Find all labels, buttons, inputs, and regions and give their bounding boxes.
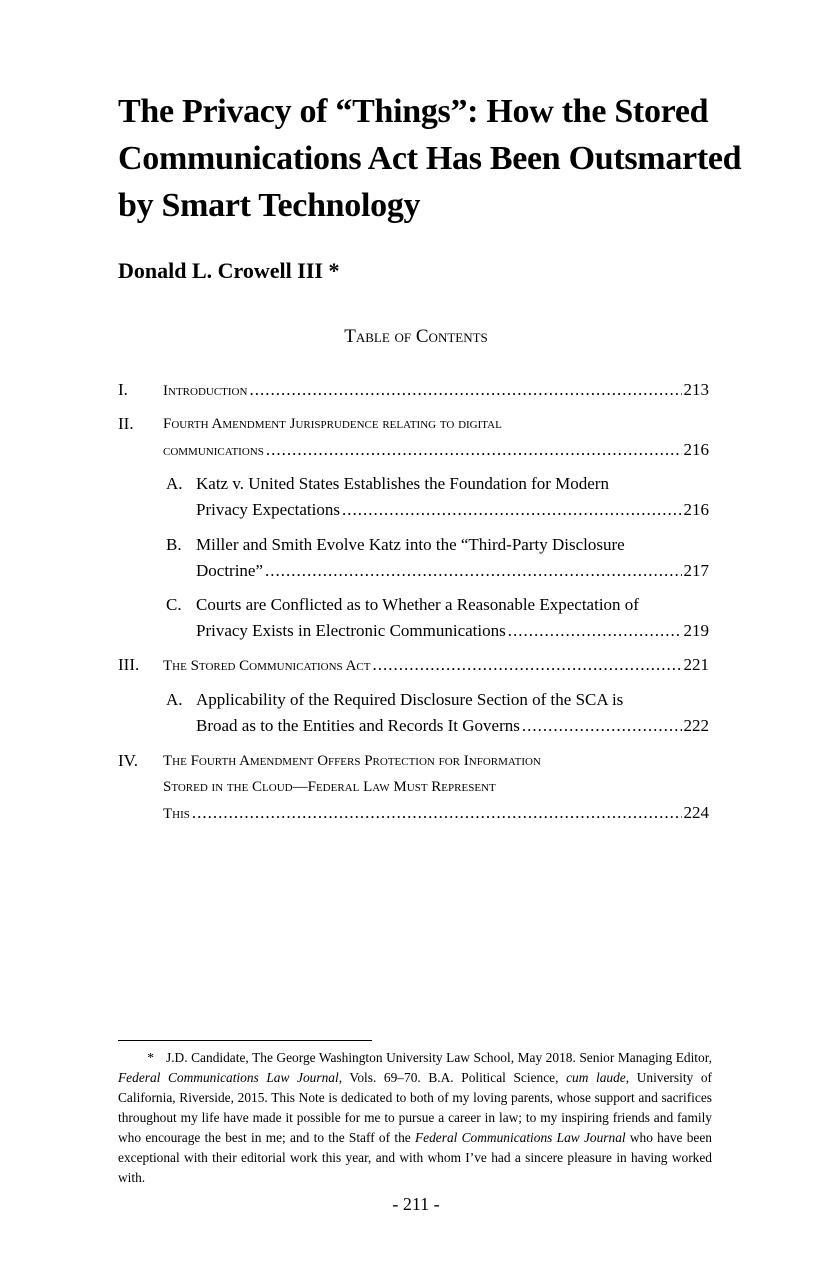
footnote-separator	[118, 1040, 372, 1041]
honors-text: cum laude	[566, 1070, 626, 1085]
dot-leader	[342, 500, 682, 520]
toc-entry[interactable]	[163, 440, 709, 461]
toc-entry[interactable]	[163, 655, 709, 676]
toc-page-number: 224	[683, 803, 709, 822]
toc-entry[interactable]	[163, 803, 709, 824]
page-number: - 211 -	[392, 1194, 440, 1214]
footnote	[118, 1048, 712, 1188]
toc-entry-text: Miller and Smith Evolve Katz into the “Third-Party Disclosure	[196, 535, 625, 554]
dot-leader	[249, 380, 681, 400]
toc-entry-number: C.	[166, 595, 182, 614]
dot-leader	[265, 561, 681, 581]
dot-leader	[508, 621, 682, 641]
toc-page-number: 217	[683, 561, 709, 580]
toc-entry-text: Applicability of the Required Disclosure Section of the SCA is	[196, 690, 624, 709]
toc-entry-number: IV.	[118, 751, 138, 770]
footnote-marker: *	[147, 1050, 154, 1065]
article-title: The Privacy of “Things”: How the Stored Communications Act Has Been Outsmarted by Smart Technology	[118, 93, 742, 224]
toc-entry-number: III.	[118, 655, 140, 674]
toc-page-number: 219	[683, 621, 709, 640]
toc-heading: Table of Contents	[344, 326, 488, 347]
toc-entry[interactable]	[196, 621, 709, 641]
toc-entry-number: A.	[166, 690, 183, 709]
toc-entry-number: II.	[118, 414, 134, 433]
toc-page-number: 216	[683, 440, 709, 459]
toc-entry[interactable]	[196, 561, 709, 581]
toc-page-number: 213	[683, 380, 709, 399]
toc-entry[interactable]	[196, 500, 709, 520]
toc-page-number: 216	[683, 500, 709, 519]
author-name: Donald L. Crowell III *	[118, 258, 340, 283]
toc-entry-number: A.	[166, 474, 183, 493]
toc-entry-text: Doctrine”	[196, 561, 264, 580]
dot-leader	[372, 655, 681, 675]
toc-entry-text: Fourth Amendment Jurisprudence relating to digital	[163, 416, 502, 432]
toc-entry-text: Stored in the Cloud—Federal Law Must Represent	[163, 779, 496, 795]
journal-name: Federal Communications Law Journal	[414, 1130, 626, 1145]
dot-leader	[266, 440, 682, 460]
toc-entry-text: This	[163, 806, 190, 822]
toc-entry[interactable]	[163, 380, 709, 401]
footnote-text: , University of California, Riverside, 2015. This Note is dedicated to both of my loving parents, whose support and sacrifices throughout my life have made it possible for me to pursue a career in law; to my inspiring friends and family who encourage the best in me; and to the Staff of the	[118, 1070, 712, 1145]
footnote-text: J.D. Candidate, The George Washington University Law School, May 2018. Senior Managing Editor,	[166, 1050, 712, 1065]
toc-entry-text: The Stored Communications Act	[163, 658, 371, 674]
footnote-text: who have been exceptional with their editorial work this year, and with whom I’ve had a sincere pleasure in having worked with.	[118, 1130, 712, 1185]
toc-entry-text: Broad as to the Entities and Records It Governs	[196, 716, 520, 735]
toc-entry-text: Privacy Exists in Electronic Communications	[196, 621, 506, 640]
toc-entry[interactable]	[196, 716, 709, 736]
dot-leader	[522, 716, 682, 736]
toc-entry-text: communications	[163, 443, 264, 459]
toc-entry-text: Introduction	[163, 383, 248, 399]
dot-leader	[192, 803, 682, 823]
toc-entry-text: Courts are Conflicted as to Whether a Reasonable Expectation of	[196, 595, 639, 614]
toc-entry-text: Katz v. United States Establishes the Foundation for Modern	[196, 474, 609, 493]
toc-entry-text: The Fourth Amendment Offers Protection for Information	[163, 753, 541, 769]
footnote-text: , Vols. 69–70. B.A. Political Science,	[338, 1070, 567, 1085]
toc-entry-text: Privacy Expectations	[196, 500, 340, 519]
toc-page-number: 222	[683, 716, 709, 735]
toc-page-number: 221	[683, 655, 709, 674]
journal-name: Federal Communications Law Journal	[118, 1070, 339, 1085]
toc-entry-number: I.	[118, 380, 128, 399]
toc-entry-number: B.	[166, 535, 182, 554]
